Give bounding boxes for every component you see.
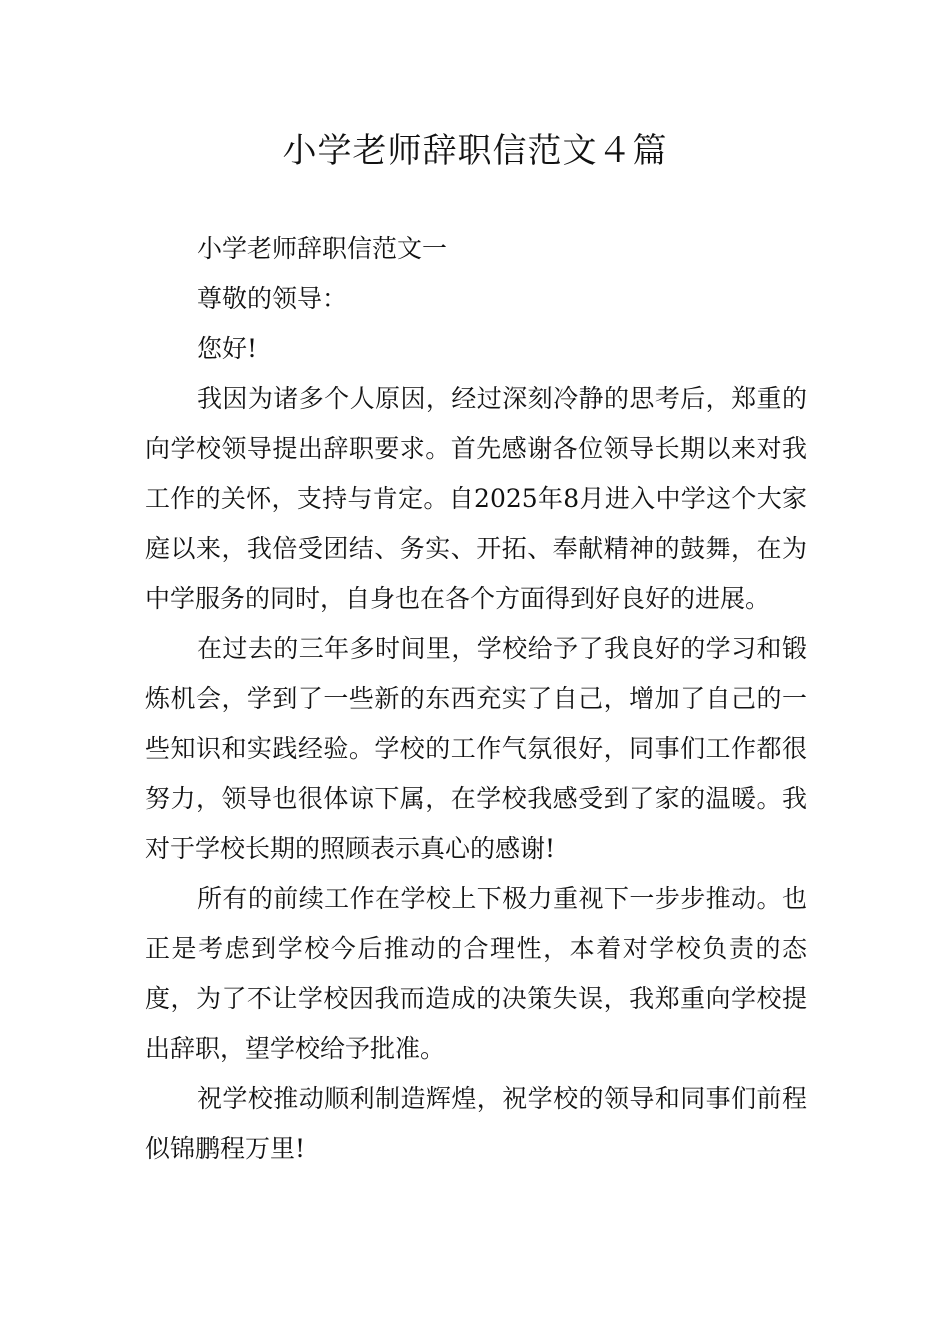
closing-wishes: 祝学校推动顺利制造辉煌，祝学校的领导和同事们前程似锦鹏程万里! (145, 1084, 807, 1163)
salutation: 尊敬的领导： (197, 284, 348, 313)
body-paragraph: 在过去的三年多时间里，学校给予了我良好的学习和锻炼机会，学到了一些新的东西充实了自己，增加了自己的一些知识和实践经验。学校的工作气氛很好，同事们工作都很努力，领导也很体谅下属，在学校我感受到了家的温暖。我对于学校长期的照顾表示真心的感谢! (145, 634, 807, 863)
greeting: 您好! (197, 334, 258, 363)
document-title: 小学老师辞职信范文４篇 (282, 131, 668, 171)
section-heading: 小学老师辞职信范文一 (197, 234, 448, 263)
document-body (145, 224, 807, 1174)
body-paragraph: 所有的前续工作在学校上下极力重视下一步步推动。也正是考虑到学校今后推动的合理性，本着对学校负责的态度，为了不让学校因我而造成的决策失误，我郑重向学校提出辞职，望学校给予批准。 (145, 884, 807, 1063)
body-paragraph: 我因为诸多个人原因，经过深刻冷静的思考后，郑重的向学校领导提出辞职要求。首先感谢各位领导长期以来对我工作的关怀，支持与肯定。自2025年8月进入中学这个大家庭以来，我倍受团结、务实、开拓、奉献精神的鼓舞，在为中学服务的同时，自身也在各个方面得到好良好的进展。 (145, 384, 807, 613)
